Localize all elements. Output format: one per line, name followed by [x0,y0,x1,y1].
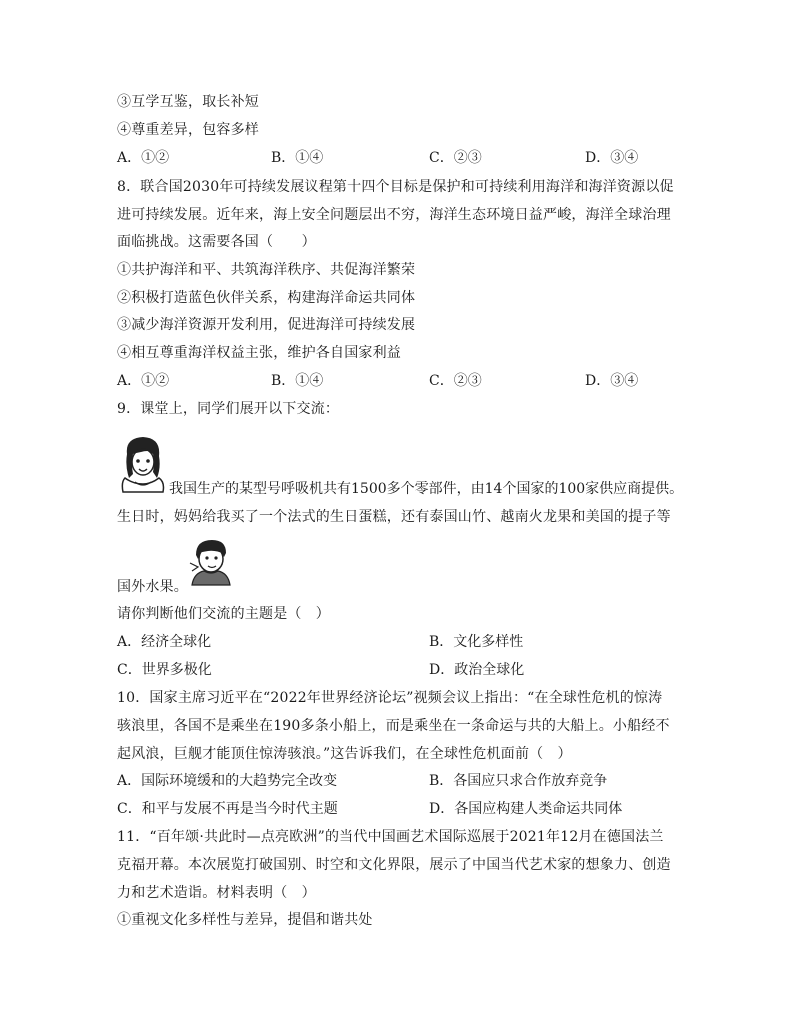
q10-stem-line-2: 骇浪里，各国不是乘坐在190多条小船上，而是乘坐在一条命运与共的大船上。小船经不 [117,718,670,734]
q9-option-a[interactable]: A．经济全球化 [117,634,212,650]
q8-item-1: ①共护海洋和平、共筑海洋秩序、共促海洋繁荣 [117,262,416,278]
q9-boy-speech-line-1: 生日时，妈妈给我买了一个法式的生日蛋糕，还有泰国山竹、越南火龙果和美国的提子等 [117,509,671,525]
q8-item-2: ②积极打造蓝色伙伴关系，构建海洋命运共同体 [117,290,416,306]
q8-option-b[interactable]: B．①④ [271,373,324,389]
q10-option-a[interactable]: A．国际环境缓和的大趋势完全改变 [117,773,338,789]
q8-item-3: ③减少海洋资源开发利用，促进海洋可持续发展 [117,317,416,333]
q10-stem-line-3: 起风浪，巨舰才能顶住惊涛骇浪。”这告诉我们，在全球性危机面前（ ） [117,746,572,762]
q10-stem-line-1: 10．国家主席习近平在“2022年世界经济论坛”视频会议上指出：“在全球性危机的惊涛 [117,690,663,706]
girl-face-icon [117,432,169,494]
q7-option-b[interactable]: B．①④ [271,150,324,166]
girl-illustration [117,432,169,494]
boy-illustration [184,537,242,587]
q7-option-a[interactable]: A．①② [117,150,170,166]
q8-option-a[interactable]: A．①② [117,373,170,389]
q10-option-d[interactable]: D．各国应构建人类命运共同体 [429,801,623,817]
q11-item-1: ①重视文化多样性与差异，提倡和谐共处 [117,912,373,928]
q9-option-b[interactable]: B．文化多样性 [429,634,524,650]
q9-girl-speech: 我国生产的某型号呼吸机共有1500多个零部件，由14个国家的100家供应商提供。 [169,481,684,497]
q11-stem-line-1: 11．“百年颂·共此时—点亮欧洲”的当代中国画艺术国际巡展于2021年12月在德国法兰 [117,829,664,845]
q7-item-4: ④尊重差异，包容多样 [117,122,259,138]
q9-stem: 9．课堂上，同学们展开以下交流： [117,401,340,417]
q9-boy-speech-line-2: 国外水果。 [117,579,188,595]
q11-stem-line-2: 克福开幕。本次展览打破国别、时空和文化界限，展示了中国当代艺术家的想象力、创造 [117,857,671,873]
q7-option-d[interactable]: D．③④ [585,150,639,166]
q9-option-d[interactable]: D．政治全球化 [429,662,525,678]
q8-stem-line-1: 8．联合国2030年可持续发展议程第十四个目标是保护和可持续利用海洋和海洋资源以促 [117,179,674,195]
q7-item-3: ③互学互鉴，取长补短 [117,94,259,110]
q10-option-c[interactable]: C．和平与发展不再是当今时代主题 [117,801,338,817]
q9-question: 请你判断他们交流的主题是（ ） [117,606,330,622]
q8-item-4: ④相互尊重海洋权益主张，维护各自国家利益 [117,345,401,361]
q8-option-c[interactable]: C．②③ [429,373,482,389]
q8-option-d[interactable]: D．③④ [585,373,639,389]
boy-face-icon [184,537,242,587]
q7-option-c[interactable]: C．②③ [429,150,482,166]
q10-option-b[interactable]: B．各国应只求合作放弃竞争 [429,773,608,789]
q11-stem-line-3: 力和艺术造诣。材料表明（ ） [117,885,316,901]
q8-stem-line-2: 进可持续发展。近年来，海上安全问题层出不穷，海洋生态环境日益严峻，海洋全球治理 [117,207,671,223]
q9-option-c[interactable]: C．世界多极化 [117,662,212,678]
q8-stem-line-3: 面临挑战。这需要各国（ ） [117,234,316,250]
